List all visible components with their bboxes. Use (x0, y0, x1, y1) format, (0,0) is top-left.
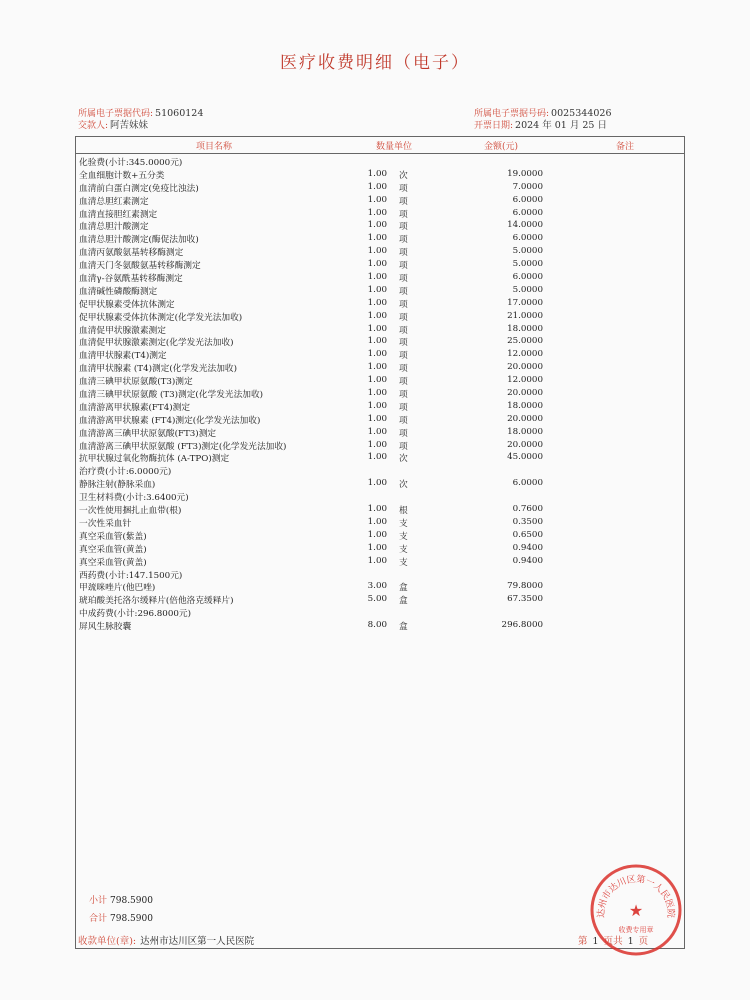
item-amount: 7.0000 (512, 181, 543, 192)
item-qty: 1.00 (367, 426, 387, 437)
item-amount: 67.3500 (507, 594, 543, 605)
table-row (79, 388, 679, 401)
item-amount: 0.9400 (512, 555, 543, 566)
item-amount: 0.7600 (512, 504, 543, 515)
item-amount: 6.0000 (512, 272, 543, 283)
table-row (79, 220, 679, 233)
item-amount: 45.0000 (507, 452, 543, 463)
item-name: 血清甲状腺素 (T4)测定(化学发光法加收) (79, 364, 237, 375)
table-row (79, 620, 679, 633)
item-amount: 12.0000 (507, 349, 543, 360)
item-unit: 根 (399, 506, 408, 517)
item-qty: 3.00 (367, 581, 387, 592)
item-name: 血清前白蛋白测定(免疫比浊法) (79, 183, 199, 194)
item-name: 静脉注射(静脉采血) (79, 480, 156, 491)
table-row (79, 208, 679, 221)
item-qty: 1.00 (367, 388, 387, 399)
item-name: 一次性采血针 (79, 518, 132, 529)
item-name: 西药费(小计:147.1500元) (79, 570, 183, 581)
item-qty: 1.00 (367, 478, 387, 489)
table-row (79, 581, 679, 594)
table-row (79, 272, 679, 285)
item-unit: 项 (399, 222, 408, 233)
item-qty: 1.00 (367, 284, 387, 295)
table-row (79, 452, 679, 465)
item-unit: 项 (399, 428, 408, 439)
item-name: 血清三碘甲状原氨酸(T3)测定 (79, 377, 193, 388)
page-total: 1 (627, 936, 634, 947)
item-unit: 次 (399, 480, 408, 491)
item-amount: 6.0000 (512, 478, 543, 489)
item-qty: 1.00 (367, 452, 387, 463)
item-name: 琥珀酸美托洛尔缓释片(倍他洛克缓释片) (79, 596, 234, 607)
item-qty: 1.00 (367, 504, 387, 515)
item-unit: 项 (399, 312, 408, 323)
item-qty: 1.00 (367, 220, 387, 231)
item-name: 真空采血管(黄盖) (79, 557, 147, 568)
item-qty: 1.00 (367, 400, 387, 411)
issue-date-label: 开票日期: (474, 121, 514, 131)
item-amount: 18.0000 (507, 323, 543, 334)
official-seal-icon (588, 862, 684, 958)
table-row (79, 414, 679, 427)
svg-text:达州市达川区第一人民医院: 达州市达川区第一人民医院 (596, 874, 676, 918)
table-row (79, 182, 679, 195)
grand-total (89, 911, 153, 924)
column-header-qty-unit: 数量单位 (376, 142, 413, 152)
item-unit: 支 (399, 518, 408, 529)
item-amount: 20.0000 (507, 362, 543, 373)
category-row (79, 465, 679, 478)
item-qty: 1.00 (367, 555, 387, 566)
item-name: 血清直接胆红素测定 (79, 209, 158, 220)
item-name: 真空采血管(紫盖) (79, 531, 147, 542)
item-amount: 0.9400 (512, 542, 543, 553)
table-row (79, 259, 679, 272)
item-unit: 项 (399, 377, 408, 388)
bill-code-value: 51060124 (155, 108, 204, 119)
item-qty: 1.00 (367, 542, 387, 553)
item-unit: 项 (399, 183, 408, 194)
item-amount: 5.0000 (512, 284, 543, 295)
item-qty: 1.00 (367, 323, 387, 334)
item-qty: 1.00 (367, 375, 387, 386)
item-name: 血清丙氨酸氨基转移酶测定 (79, 248, 184, 259)
item-name: 血清碱性磷酸酶测定 (79, 286, 158, 297)
item-qty: 1.00 (367, 362, 387, 373)
item-name: 血清游离甲状腺素(FT4)测定 (79, 402, 191, 413)
item-unit: 项 (399, 196, 408, 207)
table-row (79, 362, 679, 375)
item-name: 治疗费(小计:6.0000元) (79, 467, 172, 478)
item-qty: 1.00 (367, 439, 387, 450)
item-name: 促甲状腺素受体抗体测定 (79, 299, 175, 310)
page-suffix: 页 (638, 936, 649, 947)
item-unit: 项 (399, 402, 408, 413)
table-row (79, 427, 679, 440)
item-unit: 项 (399, 261, 408, 272)
item-amount: 6.0000 (512, 207, 543, 218)
subtotal-label: 小计 (89, 896, 108, 906)
item-name: 血清促甲状腺激素测定(化学发光法加收) (79, 338, 234, 349)
item-unit: 项 (399, 209, 408, 220)
table-row (79, 504, 679, 517)
item-amount: 20.0000 (507, 413, 543, 424)
table-row (79, 375, 679, 388)
table-row (79, 169, 679, 182)
item-amount: 0.6500 (512, 529, 543, 540)
item-qty: 1.00 (367, 336, 387, 347)
table-row (79, 246, 679, 259)
column-header-note: 备注 (616, 142, 635, 152)
item-name: 血清γ-谷氨酰基转移酶测定 (79, 274, 183, 285)
item-unit: 盒 (399, 596, 408, 607)
item-amount: 79.8000 (507, 581, 543, 592)
bill-number-label: 所属电子票据号码: (474, 109, 550, 119)
item-unit: 项 (399, 441, 408, 452)
fee-detail-table (75, 136, 685, 949)
item-name: 血清游离甲状腺素 (FT4)测定(化学发光法加收) (79, 415, 261, 426)
item-unit: 盒 (399, 583, 408, 594)
table-row (79, 556, 679, 569)
item-amount: 18.0000 (507, 400, 543, 411)
item-amount: 14.0000 (507, 220, 543, 231)
total-label: 合计 (89, 914, 108, 924)
item-unit: 项 (399, 325, 408, 336)
item-name: 卫生材料费(小计:3.6400元) (79, 493, 189, 504)
item-amount: 20.0000 (507, 439, 543, 450)
item-amount: 6.0000 (512, 194, 543, 205)
item-unit: 次 (399, 170, 408, 181)
item-amount: 17.0000 (507, 297, 543, 308)
payer-label: 交款人: (78, 121, 109, 131)
item-name: 血清促甲状腺激素测定 (79, 325, 166, 336)
item-qty: 1.00 (367, 194, 387, 205)
item-qty: 1.00 (367, 529, 387, 540)
item-name: 一次性使用捆扎止血带(根) (79, 506, 182, 517)
bill-code-label: 所属电子票据代码: (78, 109, 154, 119)
item-amount: 5.0000 (512, 259, 543, 270)
item-qty: 1.00 (367, 181, 387, 192)
svg-text:收费专用章: 收费专用章 (618, 926, 654, 934)
item-unit: 项 (399, 274, 408, 285)
table-body (79, 156, 679, 633)
table-row (79, 195, 679, 208)
table-row (79, 401, 679, 414)
item-unit: 项 (399, 248, 408, 259)
item-amount: 18.0000 (507, 426, 543, 437)
page-number: 1 (592, 936, 599, 947)
table-row (79, 233, 679, 246)
item-unit: 项 (399, 286, 408, 297)
item-name: 血清游离三碘甲状原氨酸 (FT3)测定(化学发光法加收) (79, 441, 287, 452)
item-name: 血清游离三碘甲状原氨酸(FT3)测定 (79, 428, 217, 439)
item-qty: 1.00 (367, 272, 387, 283)
item-unit: 支 (399, 544, 408, 555)
item-qty: 1.00 (367, 233, 387, 244)
payer-value: 阿苦妹妹 (110, 120, 149, 131)
table-row (79, 349, 679, 362)
item-qty: 1.00 (367, 246, 387, 257)
table-row (79, 311, 679, 324)
table-header (76, 137, 684, 154)
table-row (79, 440, 679, 453)
item-unit: 支 (399, 557, 408, 568)
total-value: 798.5900 (110, 914, 153, 924)
item-qty: 5.00 (367, 594, 387, 605)
table-row (79, 594, 679, 607)
item-qty: 1.00 (367, 168, 387, 179)
item-qty: 1.00 (367, 297, 387, 308)
table-row (79, 543, 679, 556)
table-row (79, 530, 679, 543)
item-name: 血清总胆汁酸测定(酶促法加收) (79, 235, 199, 246)
item-unit: 支 (399, 531, 408, 542)
item-name: 血清天门冬氨酸氨基转移酶测定 (79, 261, 201, 272)
item-name: 屏风生脉胶囊 (79, 622, 132, 633)
issue-date-value: 2024 年 01 月 25 日 (515, 120, 607, 131)
item-unit: 盒 (399, 622, 408, 633)
item-name: 抗甲状腺过氧化物酶抗体 (A-TPO)测定 (79, 454, 230, 465)
document-title: 医疗收费明细（电子） (280, 53, 470, 73)
item-amount: 21.0000 (507, 310, 543, 321)
bill-number-value: 0025344026 (551, 108, 612, 119)
page-prefix: 第 (578, 936, 588, 947)
item-name: 血清甲状腺素(T4)测定 (79, 351, 167, 362)
item-unit: 次 (399, 454, 408, 465)
item-name: 血清总胆红素测定 (79, 196, 149, 207)
issue-date (474, 117, 607, 131)
column-header-name: 项目名称 (196, 142, 233, 152)
item-name: 血清三碘甲状原氨酸 (T3)测定(化学发光法加收) (79, 390, 264, 401)
item-qty: 1.00 (367, 516, 387, 527)
item-name: 全血细胞计数+五分类 (79, 170, 165, 181)
item-qty: 1.00 (367, 349, 387, 360)
item-amount: 19.0000 (507, 168, 543, 179)
item-unit: 项 (399, 351, 408, 362)
item-name: 促甲状腺素受体抗体测定(化学发光法加收) (79, 312, 243, 323)
item-name: 甲巯咪唑片(他巴唑) (79, 583, 156, 594)
table-row (79, 285, 679, 298)
svg-text:★: ★ (628, 901, 644, 920)
item-amount: 12.0000 (507, 375, 543, 386)
item-amount: 296.8000 (501, 620, 543, 631)
item-unit: 项 (399, 390, 408, 401)
item-name: 中成药费(小计:296.8000元) (79, 609, 191, 620)
payee (78, 933, 254, 947)
category-row (79, 607, 679, 620)
item-amount: 0.3500 (512, 516, 543, 527)
payee-label: 收款单位(章): (78, 936, 137, 947)
item-qty: 1.00 (367, 310, 387, 321)
item-name: 真空采血管(黄盖) (79, 544, 147, 555)
category-row (79, 569, 679, 582)
item-amount: 5.0000 (512, 246, 543, 257)
item-qty: 1.00 (367, 207, 387, 218)
item-amount: 20.0000 (507, 388, 543, 399)
item-amount: 6.0000 (512, 233, 543, 244)
page-mid: 页共 (603, 936, 623, 947)
subtotal-value: 798.5900 (110, 896, 153, 906)
table-row (79, 517, 679, 530)
item-qty: 8.00 (367, 620, 387, 631)
item-name: 化验费(小计:345.0000元) (79, 158, 183, 168)
item-unit: 项 (399, 235, 408, 246)
column-header-amount: 金额(元) (484, 142, 519, 152)
payee-value: 达州市达川区第一人民医院 (140, 936, 255, 947)
subtotal (89, 893, 153, 906)
item-unit: 项 (399, 299, 408, 310)
item-amount: 25.0000 (507, 336, 543, 347)
item-qty: 1.00 (367, 259, 387, 270)
category-row (79, 491, 679, 504)
table-row (79, 336, 679, 349)
item-unit: 项 (399, 364, 408, 375)
item-qty: 1.00 (367, 413, 387, 424)
item-unit: 项 (399, 338, 408, 349)
table-row (79, 478, 679, 491)
item-unit: 项 (399, 415, 408, 426)
category-row (79, 156, 679, 169)
payer (78, 117, 148, 131)
table-row (79, 298, 679, 311)
table-row (79, 324, 679, 337)
item-name: 血清总胆汁酸测定 (79, 222, 149, 233)
